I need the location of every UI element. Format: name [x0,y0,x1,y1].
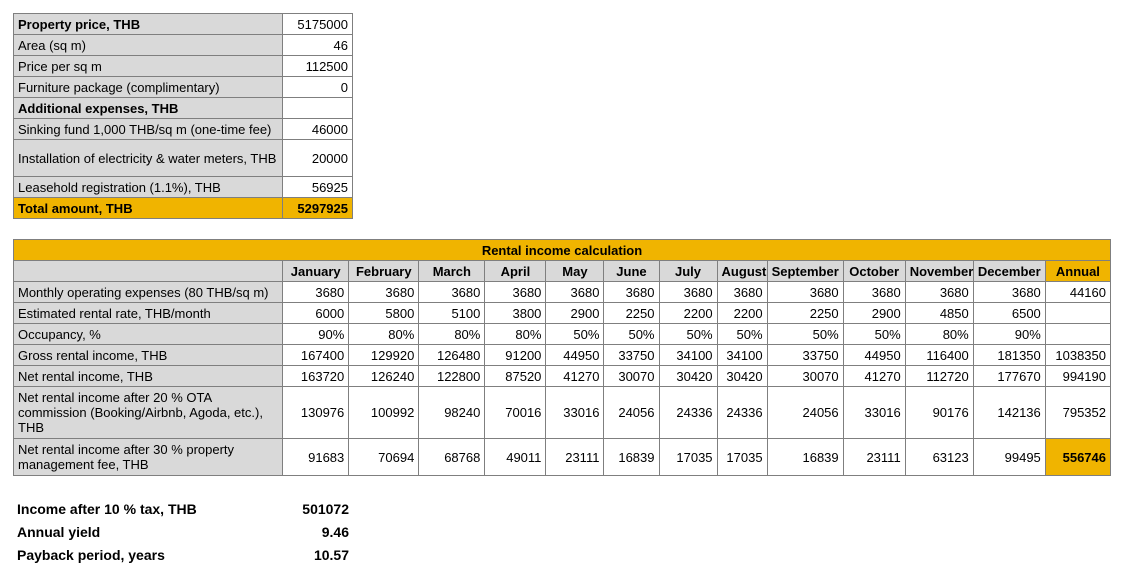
column-header: June [604,261,659,282]
table-row [14,324,1111,345]
table-row [14,282,1111,303]
month-cell: 99495 [973,439,1045,476]
table-row [14,14,353,35]
summary-table [13,498,353,567]
month-cell: 116400 [905,345,973,366]
month-cell: 44950 [843,345,905,366]
month-cell: 2900 [843,303,905,324]
month-cell: 3680 [349,282,419,303]
month-cell: 50% [767,324,843,345]
sinking-fund-value: 46000 [283,119,353,140]
table-row [14,439,1111,476]
table-row [14,77,353,98]
month-cell: 16839 [767,439,843,476]
row-label: Net rental income after 30 % property management fee, THB [14,439,283,476]
month-cell: 3680 [485,282,546,303]
header-empty [14,261,283,282]
table-row [14,140,353,177]
month-cell: 6500 [973,303,1045,324]
purchase-cost-table [13,13,353,219]
annual-cell: 795352 [1045,387,1110,439]
month-cell: 130976 [283,387,349,439]
price-per-sqm-label: Price per sq m [14,56,283,77]
column-header: April [485,261,546,282]
month-cell: 17035 [659,439,717,476]
month-cell: 34100 [659,345,717,366]
annual-yield-label: Annual yield [17,524,101,540]
month-cell: 98240 [419,387,485,439]
table-row [14,366,1111,387]
column-header: September [767,261,843,282]
month-cell: 33016 [843,387,905,439]
total-amount-value: 5297925 [283,198,353,219]
property-price-value: 5175000 [283,14,353,35]
month-cell: 91683 [283,439,349,476]
column-header: February [349,261,419,282]
month-cell: 41270 [546,366,604,387]
month-cell: 24336 [659,387,717,439]
annual-cell: 556746 [1045,439,1110,476]
month-cell: 80% [419,324,485,345]
column-header: May [546,261,604,282]
column-header: January [283,261,349,282]
month-cell: 68768 [419,439,485,476]
row-label: Net rental income after 20 % OTA commission (Booking/Airbnb, Agoda, etc.), THB [14,387,283,439]
month-cell: 100992 [349,387,419,439]
month-cell: 2200 [717,303,767,324]
month-cell: 3680 [546,282,604,303]
additional-expenses-label: Additional expenses, THB [14,98,283,119]
month-cell: 142136 [973,387,1045,439]
column-header: March [419,261,485,282]
rental-table-title: Rental income calculation [14,240,1111,261]
month-cell: 126480 [419,345,485,366]
row-label: Monthly operating expenses (80 THB/sq m) [14,282,283,303]
month-cell: 129920 [349,345,419,366]
month-cell: 5800 [349,303,419,324]
month-cell: 3680 [717,282,767,303]
month-cell: 2900 [546,303,604,324]
column-header-annual: Annual [1045,261,1110,282]
month-cell: 2250 [767,303,843,324]
month-cell: 17035 [717,439,767,476]
rental-income-table [13,239,1111,476]
month-cell: 126240 [349,366,419,387]
header-row [14,261,1111,282]
month-cell: 34100 [717,345,767,366]
month-cell: 122800 [419,366,485,387]
month-cell: 80% [905,324,973,345]
meters-installation-value: 20000 [283,140,353,177]
area-value: 46 [283,35,353,56]
income-after-tax-value: 501072 [302,501,349,517]
column-header: December [973,261,1045,282]
month-cell: 3800 [485,303,546,324]
table-row [13,498,353,521]
payback-period-label: Payback period, years [17,547,165,563]
payback-period-value: 10.57 [313,547,349,563]
month-cell: 4850 [905,303,973,324]
month-cell: 30070 [767,366,843,387]
table-row [14,387,1111,439]
property-price-label: Property price, THB [14,14,283,35]
month-cell: 3680 [767,282,843,303]
month-cell: 30420 [659,366,717,387]
month-cell: 24336 [717,387,767,439]
annual-cell: 44160 [1045,282,1110,303]
table-row [14,303,1111,324]
month-cell: 3680 [973,282,1045,303]
furniture-package-label: Furniture package (complimentary) [14,77,283,98]
column-header: November [905,261,973,282]
annual-cell [1045,303,1110,324]
month-cell: 70694 [349,439,419,476]
month-cell: 50% [546,324,604,345]
total-amount-label: Total amount, THB [14,198,283,219]
month-cell: 41270 [843,366,905,387]
table-row [14,345,1111,366]
column-header: August [717,261,767,282]
month-cell: 80% [349,324,419,345]
income-after-tax-label: Income after 10 % tax, THB [17,501,197,517]
month-cell: 3680 [419,282,485,303]
month-cell: 5100 [419,303,485,324]
month-cell: 3680 [905,282,973,303]
month-cell: 163720 [283,366,349,387]
table-row [14,119,353,140]
month-cell: 112720 [905,366,973,387]
month-cell: 50% [604,324,659,345]
month-cell: 24056 [767,387,843,439]
leasehold-registration-value: 56925 [283,177,353,198]
month-cell: 3680 [843,282,905,303]
column-header: July [659,261,717,282]
row-label: Occupancy, % [14,324,283,345]
area-label: Area (sq m) [14,35,283,56]
price-per-sqm-value: 112500 [283,56,353,77]
annual-yield-value: 9.46 [321,524,349,540]
table-row [14,98,353,119]
month-cell: 90176 [905,387,973,439]
month-cell: 87520 [485,366,546,387]
month-cell: 33016 [546,387,604,439]
month-cell: 3680 [659,282,717,303]
month-cell: 24056 [604,387,659,439]
sinking-fund-label: Sinking fund 1,000 THB/sq m (one-time fee) [14,119,283,140]
month-cell: 181350 [973,345,1045,366]
meters-installation-label: Installation of electricity & water meters, THB [14,140,283,177]
annual-cell: 994190 [1045,366,1110,387]
month-cell: 3680 [283,282,349,303]
month-cell: 90% [973,324,1045,345]
month-cell: 91200 [485,345,546,366]
month-cell: 23111 [546,439,604,476]
annual-cell: 1038350 [1045,345,1110,366]
table-row [14,198,353,219]
month-cell: 177670 [973,366,1045,387]
table-row [13,544,353,567]
table-row [14,35,353,56]
month-cell: 80% [485,324,546,345]
month-cell: 70016 [485,387,546,439]
row-label: Net rental income, THB [14,366,283,387]
month-cell: 33750 [604,345,659,366]
table-row [14,56,353,77]
row-label: Gross rental income, THB [14,345,283,366]
column-header: October [843,261,905,282]
month-cell: 50% [659,324,717,345]
month-cell: 167400 [283,345,349,366]
month-cell: 30420 [717,366,767,387]
leasehold-registration-label: Leasehold registration (1.1%), THB [14,177,283,198]
furniture-package-value: 0 [283,77,353,98]
rental-table-body [14,282,1111,476]
additional-expenses-value [283,98,353,119]
annual-cell [1045,324,1110,345]
month-cell: 16839 [604,439,659,476]
row-label: Estimated rental rate, THB/month [14,303,283,324]
month-cell: 2250 [604,303,659,324]
table-title-row [14,240,1111,261]
month-cell: 23111 [843,439,905,476]
month-cell: 63123 [905,439,973,476]
month-cell: 2200 [659,303,717,324]
month-cell: 44950 [546,345,604,366]
month-cell: 3680 [604,282,659,303]
month-cell: 33750 [767,345,843,366]
month-cell: 49011 [485,439,546,476]
month-cell: 6000 [283,303,349,324]
month-cell: 90% [283,324,349,345]
month-cell: 50% [843,324,905,345]
month-cell: 50% [717,324,767,345]
table-row [13,521,353,544]
month-cell: 30070 [604,366,659,387]
table-row [14,177,353,198]
